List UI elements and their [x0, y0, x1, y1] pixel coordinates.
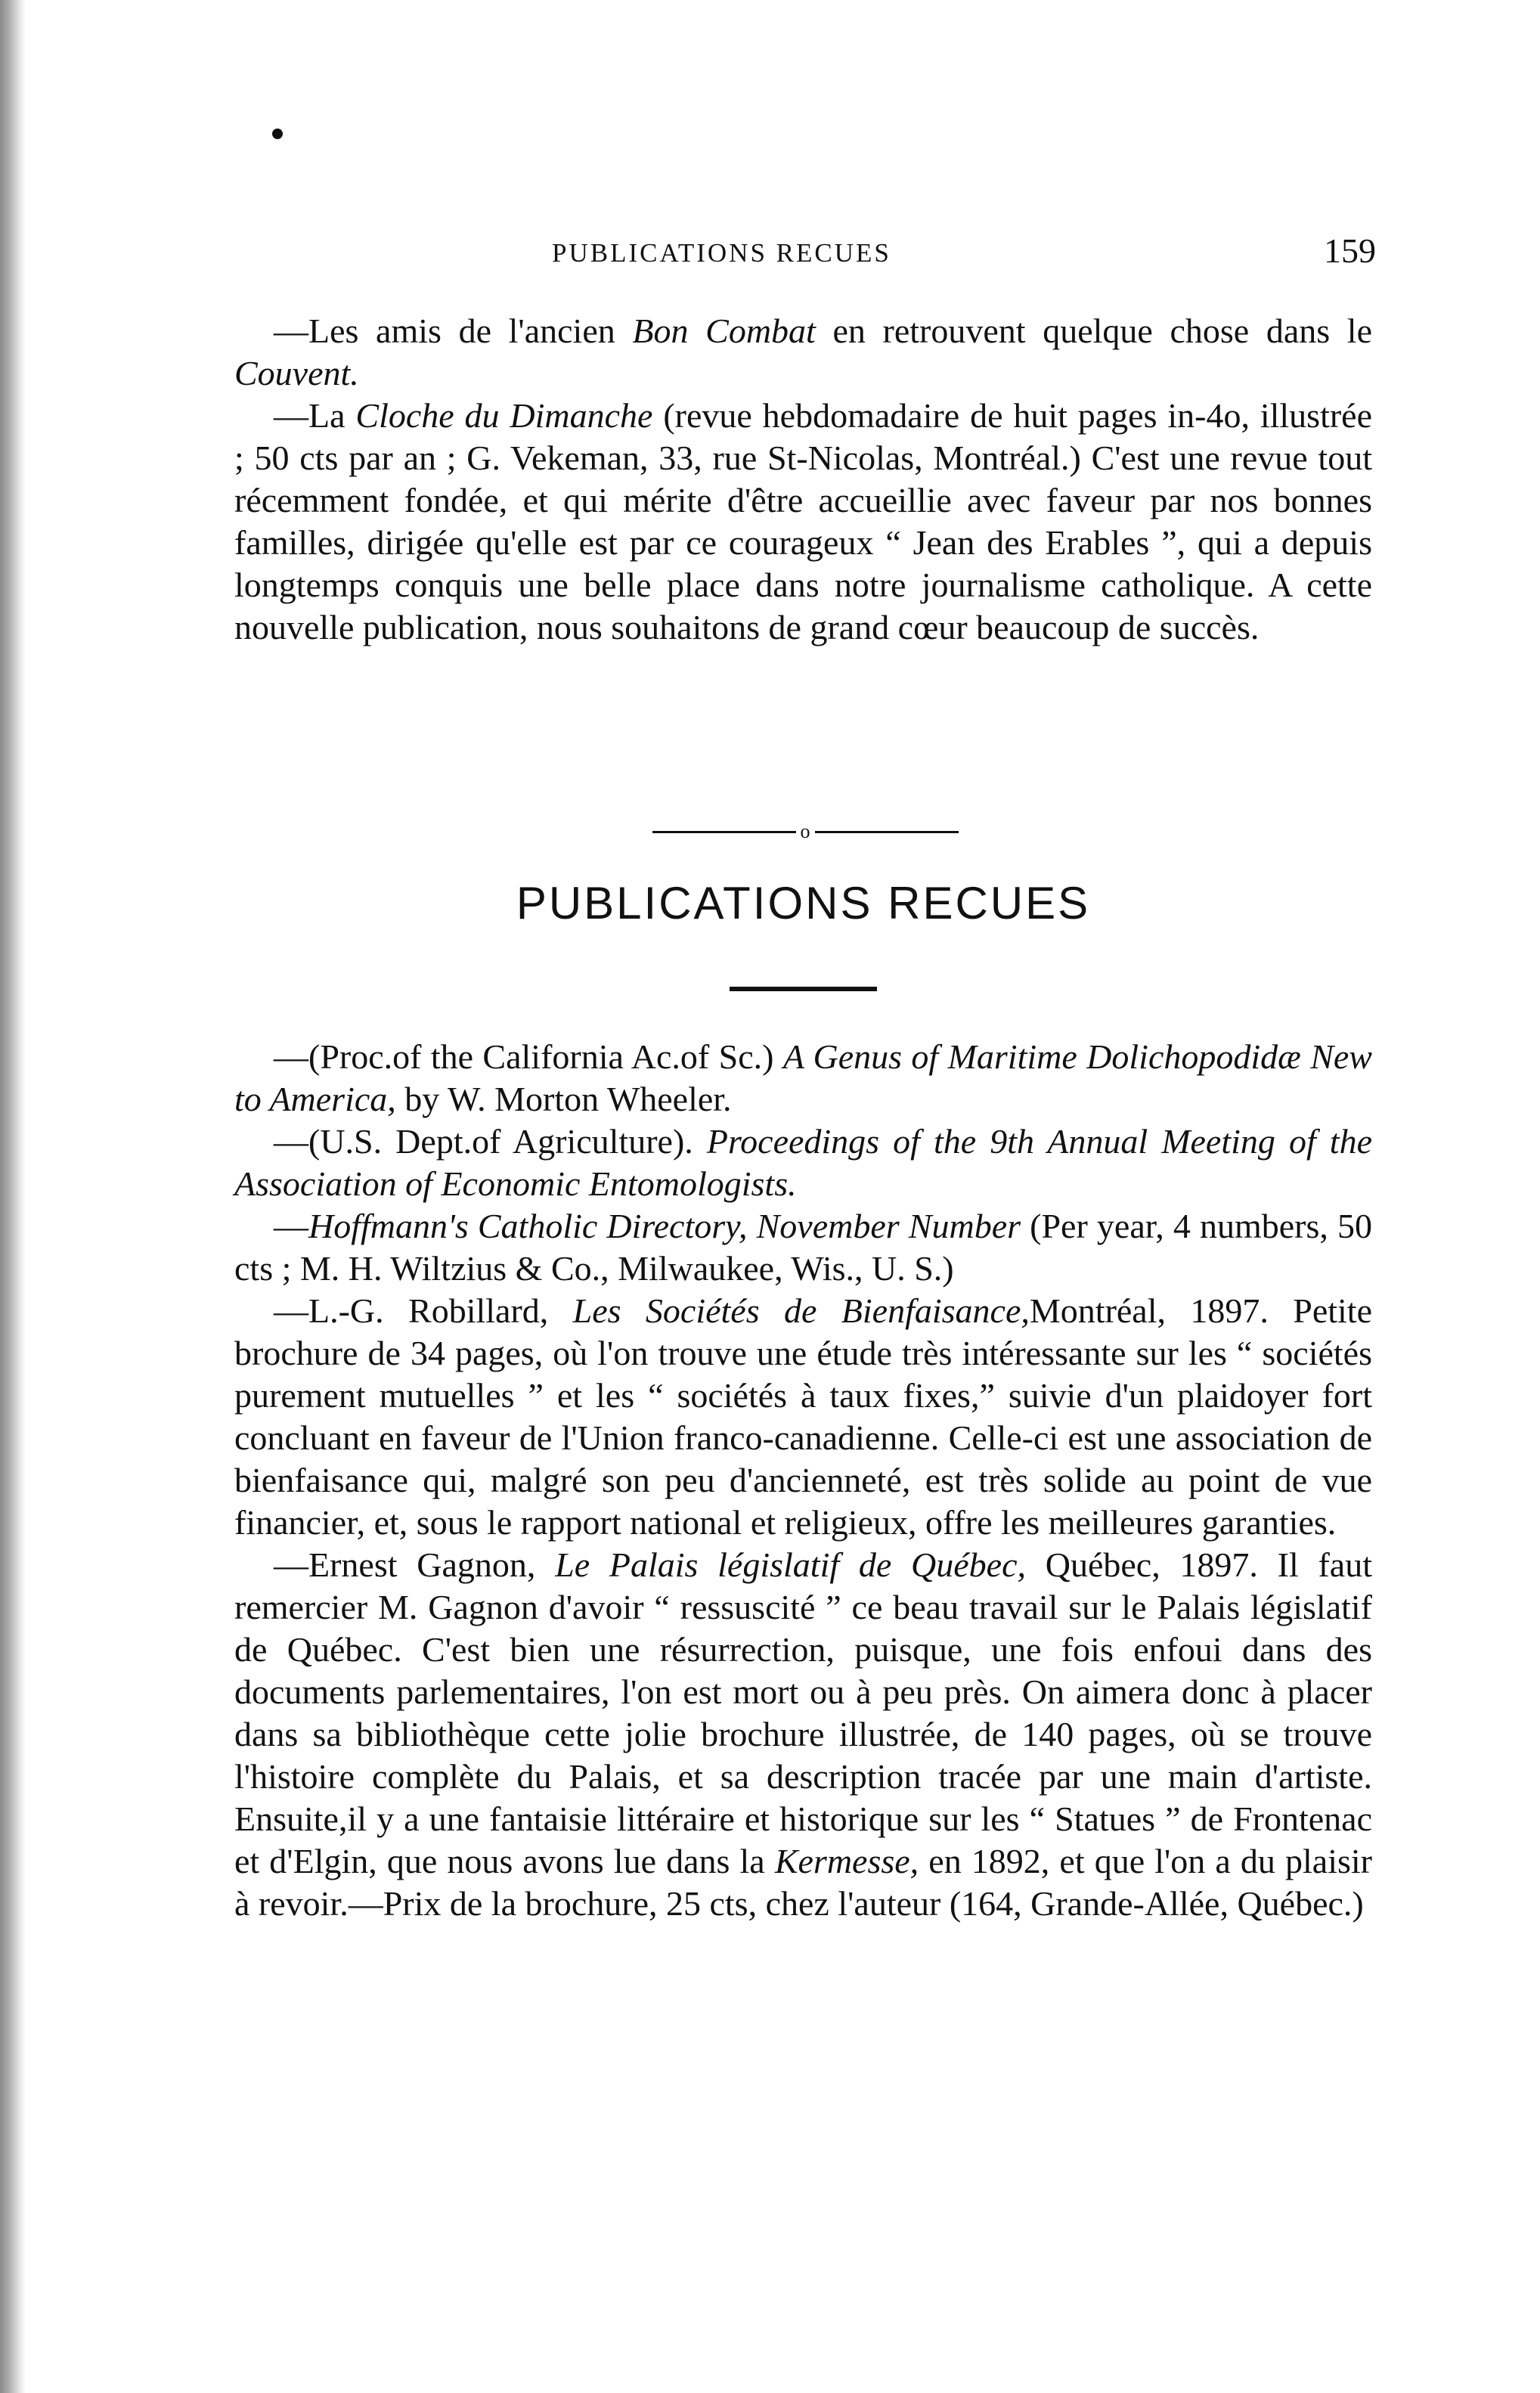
italic-text-run: Cloche du Dimanche — [355, 396, 653, 435]
text-run: Montréal, 1897. Petite brochure de 34 pages, où l'on trouve une étude très intéressante sur les “ sociétés purement mutuelles ” et les “ sociétés à taux fixes,” suivie d'un plaidoyer fort concluant en faveur de l'Union franco-canadienne. Celle-ci est une association de bienfaisance qui, malgré son peu d'ancienneté, est très solide au point de vue financier, et, sous le rapport national et religieux, offre les meilleures garanties. — [234, 1291, 1373, 1542]
text-run: by W. Morton Wheeler. — [395, 1080, 732, 1118]
text-run: —Les amis de l'ancien — [274, 312, 633, 350]
heading-underline-rule — [730, 987, 877, 991]
divider-rule-right — [815, 831, 959, 833]
text-run: (Per year, 4 numbers, 50 cts ; M. H. Wiltzius & Co., Milwaukee, Wis., U. S.) — [234, 1207, 1372, 1288]
entry-hoffmanns-directory — [234, 1205, 1372, 1290]
italic-text-run: Kermesse, — [774, 1842, 919, 1880]
divider-rule-left — [652, 831, 796, 833]
page-number: 159 — [1324, 231, 1376, 270]
italic-text-run: Le Palais législatif de Québec, — [555, 1545, 1026, 1584]
text-run: — — [274, 1207, 308, 1245]
section-heading: PUBLICATIONS RECUES — [516, 878, 1091, 928]
text-run: —(Proc.of the California Ac.of Sc.) — [274, 1037, 783, 1076]
binding-shadow — [0, 0, 26, 2393]
text-run: Québec, 1897. Il faut remercier M. Gagnon d'avoir “ ressuscité ” ce beau travail sur le Palais législatif de Québec. C'est bien une résurrection, puisque, une fois enfoui dans des documents parlementaires, l'on est mort ou à peu près. On aimera donc à placer dans sa bibliothèque cette jolie brochure illustrée, de 140 pages, où se trouve l'histoire complète du Palais, et sa description tracée par une main d'artiste. Ensuite,il y a une fantaisie littéraire et historique sur les “ Statues ” de Frontenac et d'Elgin, que nous avons lue dans la — [234, 1545, 1373, 1880]
entry-us-dept-agriculture — [234, 1121, 1372, 1205]
text-run: —L.-G. Robillard, — [274, 1291, 573, 1330]
text-run: —(U.S. Dept.of Agriculture). — [274, 1122, 707, 1161]
text-run: —Ernest Gagnon, — [274, 1545, 556, 1584]
italic-text-run: Bon Combat — [632, 312, 816, 350]
italic-text-run: A Genus of Maritime Dolichopodidæ New to America, — [234, 1037, 1372, 1118]
paragraph-bon-combat — [234, 310, 1372, 395]
running-head-title: PUBLICATIONS RECUES — [552, 238, 891, 268]
running-head — [234, 231, 1376, 276]
top-paragraphs — [234, 310, 1372, 649]
paragraph-cloche-du-dimanche — [234, 395, 1372, 649]
text-run: en 1892, et que l'on a du plaisir à revoir.—Prix de la brochure, 25 cts, chez l'auteur (164, Grande-Allée, Québec.) — [234, 1842, 1373, 1923]
divider-ornament: o — [800, 820, 810, 842]
text-run: en retrouvent quelque chose dans le — [815, 312, 1373, 350]
italic-text-run: Couvent. — [234, 354, 359, 392]
entry-gagnon-palais — [234, 1544, 1372, 1925]
text-run: —La — [274, 396, 356, 435]
ink-dot — [272, 129, 283, 139]
publication-entries — [234, 1036, 1372, 1925]
entry-proc-california — [234, 1036, 1372, 1121]
entry-robillard-societes — [234, 1290, 1372, 1544]
italic-text-run: Hoffmann's Catholic Directory, November Number — [308, 1207, 1021, 1245]
text-run: (revue hebdomadaire de huit pages in-4o, illustrée ; 50 cts par an ; G. Vekeman, 33, rue St-Nicolas, Montréal.) C'est une revue tout récemment fondée, et qui mérite d'être accueillie avec faveur par nos bonnes familles, dirigée qu'elle est par ce courageux “ Jean des Erables ”, qui a depuis longtemps conquis une belle place dans notre journalisme catholique. A cette nouvelle publication, nous souhaitons de grand cœur beaucoup de succès. — [234, 396, 1372, 646]
italic-text-run: Les Sociétés de Bienfaisance, — [572, 1291, 1030, 1330]
italic-text-run: Proceedings of the 9th Annual Meeting of the Association of Economic Entomologists. — [234, 1122, 1372, 1203]
ornamental-divider — [631, 820, 979, 843]
